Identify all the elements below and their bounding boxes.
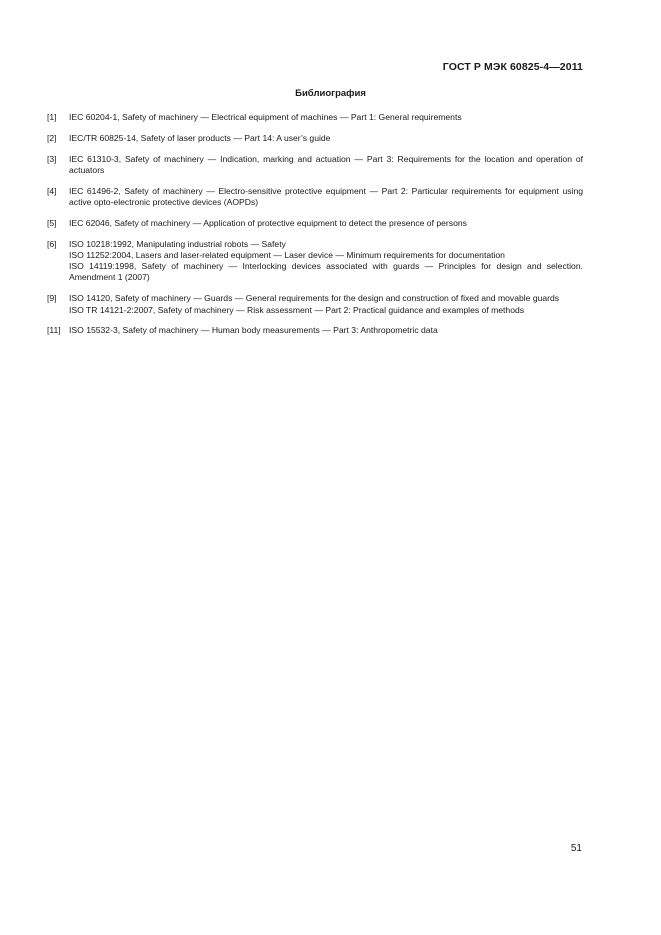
bibliography-title: Библиография xyxy=(295,88,366,99)
entry-body xyxy=(69,186,583,209)
entry-text: IEC 62046, Safety of machinery — Application of protective equipment to detect the presence of persons xyxy=(69,217,467,228)
entry-number: [11] xyxy=(47,325,61,336)
entry-number: [3] xyxy=(47,153,57,164)
entry-number: [1] xyxy=(47,112,57,122)
entry-text: ISO TR 14121-2:2007, Safety of machinery — Risk assessment — Part 2: Practical guidance and examples of methods xyxy=(69,304,525,315)
entry-text: IEC 61310-3, Safety of machinery — Indication, marking and actuation — Part 3: Requirements for the location and operation of actuators xyxy=(69,153,583,175)
entry-number: [4] xyxy=(47,185,57,196)
bibliography-entry xyxy=(47,239,583,284)
document-code: ГОСТ Р МЭК 60825-4—2011 xyxy=(442,61,583,73)
entry-text: IEC/TR 60825-14, Safety of laser products — Part 14: A user’s guide xyxy=(69,132,331,143)
bibliography-entry xyxy=(47,325,583,336)
entry-body xyxy=(69,325,583,336)
entry-number: [6] xyxy=(47,238,57,249)
entry-body xyxy=(69,133,583,144)
entry-text: ISO 14119:1998, Safety of machinery — Interlocking devices associated with guards — Principles for design and selection. Amendment 1 (2007) xyxy=(69,261,583,283)
bibliography-entry xyxy=(47,293,583,316)
entry-number: [5] xyxy=(47,217,57,228)
entry-number: [2] xyxy=(47,132,57,143)
page-number: 51 xyxy=(570,843,582,854)
bibliography-entry xyxy=(47,133,583,144)
bibliography-list xyxy=(47,112,583,346)
entry-body xyxy=(69,293,583,316)
entry-text: ISO 14120, Safety of machinery — Guards — General requirements for the design and construction of fixed and movable guards xyxy=(69,293,560,304)
entry-body xyxy=(69,239,583,284)
entry-number: [9] xyxy=(47,293,57,304)
entry-text: IEC 60204-1, Safety of machinery — Electrical equipment of machines — Part 1: General requirements xyxy=(69,112,462,122)
bibliography-entry xyxy=(47,186,583,209)
bibliography-entry xyxy=(47,154,583,177)
entry-text: ISO 10218:1992, Manipulating industrial robots — Safety xyxy=(69,238,286,249)
bibliography-entry xyxy=(47,112,583,123)
entry-body xyxy=(69,112,583,123)
entry-body xyxy=(69,218,583,229)
entry-text: ISO 15532-3, Safety of machinery — Human body measurements — Part 3: Anthropometric data xyxy=(69,325,438,336)
entry-body xyxy=(69,154,583,177)
bibliography-entry xyxy=(47,218,583,229)
entry-text: IEC 61496-2, Safety of machinery — Electro-sensitive protective equipment — Part 2: Particular requirements for equipment using active opto-electronic protective devices (AOPDs) xyxy=(69,185,583,207)
entry-text: ISO 11252:2004, Lasers and laser-related equipment — Laser device — Minimum requirements for documentation xyxy=(69,249,505,260)
